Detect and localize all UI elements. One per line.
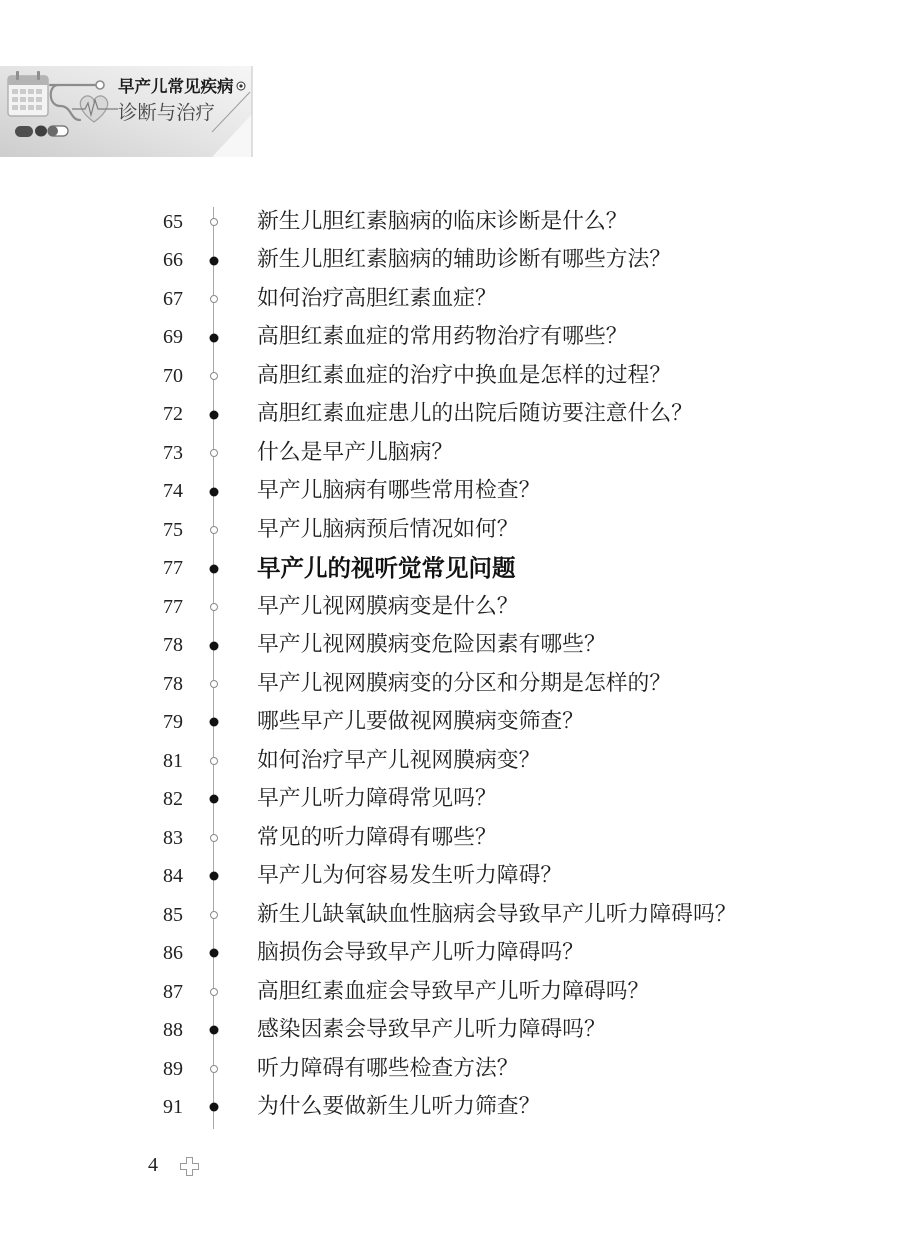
toc-page-number: 66 (163, 249, 183, 272)
toc-page-number: 69 (163, 326, 183, 349)
section-heading-text: 早产儿的视听觉常见问题 (257, 554, 516, 583)
toc-entry-title: 如何治疗早产儿视网膜病变？ (257, 747, 541, 773)
page-number: 4 (148, 1154, 158, 1176)
toc-page-number: 79 (163, 711, 183, 734)
toc-entry-title: 早产儿脑病预后情况如何？ (257, 516, 519, 542)
toc-entry (0, 780, 900, 818)
toc-entry-title: 听力障碍有哪些检查方法？ (257, 1055, 519, 1081)
toc-entry (0, 742, 900, 780)
toc-page-number: 75 (163, 518, 183, 541)
filled-dot-icon (210, 333, 219, 342)
toc-entry (0, 1011, 900, 1049)
running-header (0, 64, 256, 160)
toc-entry-title: 如何治疗高胆红素血症？ (257, 285, 497, 311)
toc-entry-title: 感染因素会导致早产儿听力障碍吗？ (257, 1017, 606, 1043)
filled-dot-icon (210, 949, 219, 958)
toc-entry (0, 1050, 900, 1088)
toc-entry (0, 511, 900, 549)
toc-page-number: 73 (163, 441, 183, 464)
toc-page-number: 83 (163, 826, 183, 849)
toc-entry-title: 为什么要做新生儿听力筛查？ (257, 1094, 541, 1120)
toc-entry (0, 588, 900, 626)
filled-dot-icon (210, 872, 219, 881)
hollow-dot-icon (210, 526, 218, 534)
toc-page-number: 70 (163, 364, 183, 387)
toc-entry-title: 早产儿为何容易发生听力障碍？ (257, 863, 563, 889)
hollow-dot-icon (210, 372, 218, 380)
toc-entry-title: 早产儿脑病有哪些常用检查？ (257, 478, 541, 504)
toc-page-number: 78 (163, 672, 183, 695)
hollow-dot-icon (210, 757, 218, 765)
hollow-dot-icon (210, 1065, 218, 1073)
bullseye-icon (237, 82, 245, 90)
toc-entry (0, 357, 900, 395)
toc-page-number: 78 (163, 634, 183, 657)
toc-entry (0, 934, 900, 972)
toc-entry (0, 395, 900, 433)
toc-entry-title: 早产儿听力障碍常见吗？ (257, 786, 497, 812)
filled-dot-icon (210, 256, 219, 265)
toc-page-number: 87 (163, 980, 183, 1003)
toc-entry (0, 819, 900, 857)
toc-entry (0, 472, 900, 510)
toc-page-number: 74 (163, 480, 183, 503)
toc-page-number: 88 (163, 1019, 183, 1042)
filled-dot-icon (210, 487, 219, 496)
toc-page-number: 77 (163, 557, 183, 580)
toc-entry (0, 973, 900, 1011)
toc-page-number: 67 (163, 287, 183, 310)
filled-dot-icon (210, 564, 219, 573)
toc-entry (0, 703, 900, 741)
toc-entry-title: 常见的听力障碍有哪些？ (257, 824, 497, 850)
toc-entry-title: 新生儿胆红素脑病的辅助诊断有哪些方法？ (257, 247, 672, 273)
toc-page-number: 72 (163, 403, 183, 426)
toc-entry (0, 896, 900, 934)
toc-entry-title: 高胆红素血症的常用药物治疗有哪些？ (257, 324, 628, 350)
toc-entry-title: 高胆红素血症会导致早产儿听力障碍吗？ (257, 978, 650, 1004)
toc-page-number: 84 (163, 865, 183, 888)
toc-section-heading (0, 549, 900, 587)
toc-entry (0, 280, 900, 318)
toc-entry (0, 1088, 900, 1126)
toc-entry-title: 新生儿胆红素脑病的临床诊断是什么？ (257, 209, 628, 234)
filled-dot-icon (210, 1103, 219, 1112)
toc-entry-title: 早产儿视网膜病变危险因素有哪些？ (257, 632, 606, 658)
toc-page-number: 91 (163, 1096, 183, 1119)
calendar-icon (8, 71, 48, 116)
toc-entry-title: 高胆红素血症患儿的出院后随访要注意什么？ (257, 401, 693, 427)
toc-page-number: 89 (163, 1057, 183, 1080)
series-subtitle: 诊断与治疗 (118, 101, 215, 124)
hollow-dot-icon (210, 680, 218, 688)
hollow-dot-icon (210, 449, 218, 457)
pills-icon (15, 126, 68, 138)
toc-page-number: 77 (163, 595, 183, 618)
toc-entry-title: 脑损伤会导致早产儿听力障碍吗？ (257, 940, 584, 966)
toc-entry (0, 318, 900, 356)
toc-entry-title: 高胆红素血症的治疗中换血是怎样的过程？ (257, 362, 672, 388)
toc-entry (0, 434, 900, 472)
toc-page-number: 65 (163, 211, 183, 233)
toc-page-number: 81 (163, 749, 183, 772)
toc-entry (0, 626, 900, 664)
toc-entry (0, 203, 900, 241)
series-title: 早产儿常见疾病 (118, 77, 234, 96)
toc-page-number: 85 (163, 903, 183, 926)
filled-dot-icon (210, 1026, 219, 1035)
filled-dot-icon (210, 718, 219, 727)
toc-entry-title: 早产儿视网膜病变是什么？ (257, 593, 519, 619)
cross-icon (180, 1157, 199, 1176)
toc-page-number: 82 (163, 788, 183, 811)
toc-entry-title: 哪些早产儿要做视网膜病变筛查？ (257, 709, 584, 735)
toc-list (0, 203, 900, 1127)
hollow-dot-icon (210, 295, 218, 303)
toc-page-number: 86 (163, 942, 183, 965)
toc-entry (0, 857, 900, 895)
toc-entry (0, 665, 900, 703)
hollow-dot-icon (210, 911, 218, 919)
filled-dot-icon (210, 641, 219, 650)
hollow-dot-icon (210, 218, 218, 226)
toc-entry-title: 什么是早产儿脑病？ (257, 439, 454, 465)
toc-entry (0, 241, 900, 279)
hollow-dot-icon (210, 603, 218, 611)
toc-entry-title: 新生儿缺氧缺血性脑病会导致早产儿听力障碍吗？ (257, 901, 737, 927)
hollow-dot-icon (210, 834, 218, 842)
filled-dot-icon (210, 410, 219, 419)
filled-dot-icon (210, 795, 219, 804)
toc-entry-title: 早产儿视网膜病变的分区和分期是怎样的？ (257, 670, 672, 696)
hollow-dot-icon (210, 988, 218, 996)
